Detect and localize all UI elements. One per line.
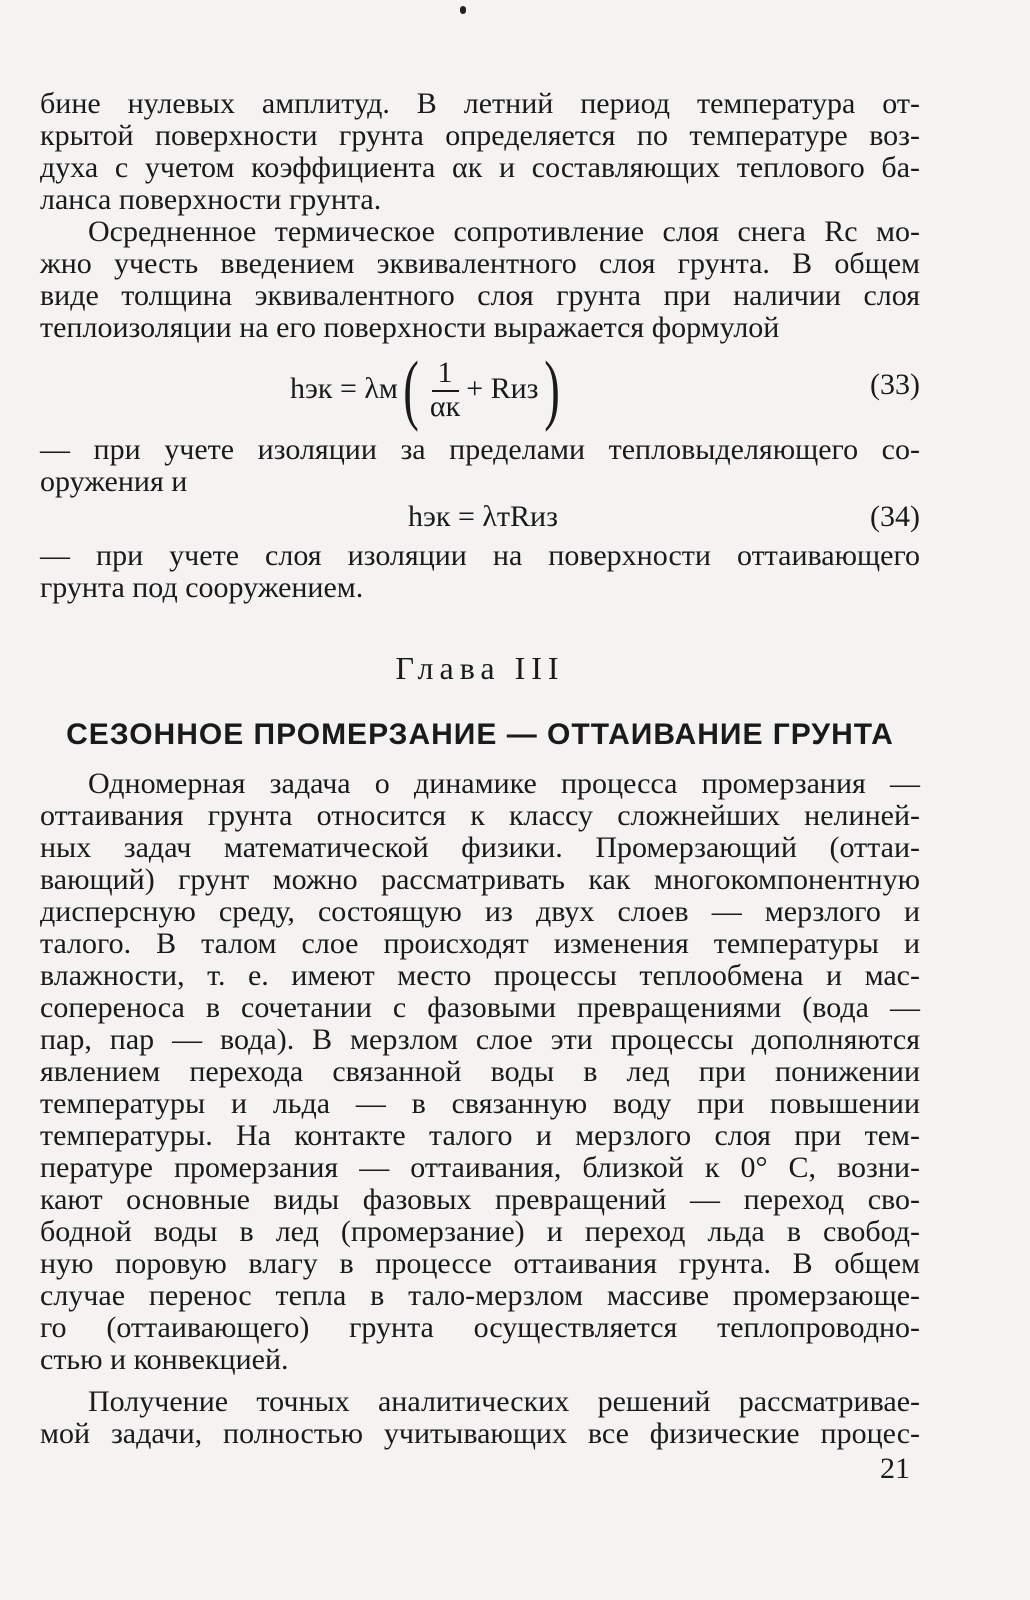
formula-33 [40, 344, 920, 434]
text-line: пературе промерзания — оттаивания, близкой к 0° С, возни- [40, 1151, 920, 1184]
text-line: пар, пар — вода). В мерзлом слое эти процессы дополняются [40, 1023, 920, 1056]
page-body [40, 88, 920, 1450]
formula-33-fraction [430, 356, 460, 422]
ink-speck [460, 6, 466, 14]
text-line: дисперсную среду, состоящую из двух слоев — мерзлого и [40, 895, 920, 928]
text-line: оттаивания грунта относится к классу сложнейших нелиней- [40, 799, 920, 832]
formula-33-expression: hэк = λм ( $\frac{1}{\alpha к}$ + Rиз ) [290, 345, 560, 432]
equation-number-33: (33) [870, 368, 920, 401]
text-line: жно учесть введением эквивалентного слоя грунта. В общем [40, 247, 920, 280]
text-line: бодной воды в лед (промерзание) и переход льда в свобод- [40, 1215, 920, 1248]
text-line: влажности, т. е. имеют место процессы теплообмена и мас- [40, 959, 920, 992]
text-line: кают основные виды фазовых превращений — переход сво- [40, 1183, 920, 1216]
text-line: ланса поверхности грунта. [40, 183, 382, 216]
text-line: случае перенос тепла в тало-мерзлом массиве промерзающе- [40, 1279, 920, 1312]
paragraph-1 [40, 88, 920, 216]
chapter-heading: Глава III [395, 650, 565, 686]
text-line: — при учете изоляции за пределами тепловыделяющего со- [40, 433, 920, 466]
formula-34 [40, 498, 920, 540]
text-line: сопереноса в сочетании с фазовыми превращениями (вода — [40, 991, 920, 1024]
text-line: стью и конвекцией. [40, 1343, 289, 1376]
formula-33-denominator: αк [429, 390, 461, 423]
text-line: вающий) грунт можно рассматривать как многокомпонентную [40, 863, 920, 896]
equation-number-34: (34) [870, 500, 920, 533]
text-line: температуры и льда — в связанную воду при повышении [40, 1087, 920, 1120]
text-line: крытой поверхности грунта определяется по температуре воз- [40, 119, 920, 152]
text-line: духа с учетом коэффициента αк и составляющих теплового ба- [40, 151, 920, 184]
formula-34-expression: hэк = λтRиз [408, 500, 558, 533]
paragraph-4 [40, 540, 920, 604]
text-line: грунта под сооружением. [40, 571, 364, 604]
text-line: бине нулевых амплитуд. В летний период температура от- [40, 87, 920, 120]
text-line: явлением перехода связанной воды в лед при понижении [40, 1055, 920, 1088]
paragraph-6 [40, 1386, 920, 1450]
text-line: ную поровую влагу в процессе оттаивания грунта. В общем [40, 1247, 920, 1280]
page-number: 21 [880, 1452, 910, 1485]
paragraph-2 [40, 216, 920, 344]
paragraph-5 [40, 768, 920, 1376]
text-line: Получение точных аналитических решений рассматривае- [88, 1385, 920, 1418]
chapter-title: СЕЗОННОЕ ПРОМЕРЗАНИЕ — ОТТАИВАНИЕ ГРУНТА [66, 718, 894, 751]
text-line: виде толщина эквивалентного слоя грунта при наличии слоя [40, 279, 920, 312]
text-line: го (оттаивающего) грунта осуществляется теплопроводно- [40, 1311, 920, 1344]
text-line: ных задач математической физики. Промерзающий (оттаи- [40, 831, 920, 864]
text-line: Осредненное термическое сопротивление слоя снега Rс мо- [88, 215, 920, 248]
text-line: температуры. На контакте талого и мерзлого слоя при тем- [40, 1119, 920, 1152]
text-line: мой задачи, полностью учитывающих все физические процес- [40, 1417, 920, 1450]
formula-33-rhs: + Rиз [466, 372, 539, 405]
formula-33-lhs: hэк = λм [290, 372, 398, 405]
paragraph-3 [40, 434, 920, 498]
text-line: талого. В талом слое происходят изменения температуры и [40, 927, 920, 960]
text-line: Одномерная задача о динамике процесса промерзания — [88, 767, 920, 800]
text-line: теплоизоляции на его поверхности выражается формулой [40, 311, 780, 344]
text-line: оружения и [40, 465, 188, 498]
text-line: — при учете слоя изоляции на поверхности оттаивающего [40, 539, 920, 572]
formula-33-numerator: 1 [432, 356, 459, 392]
